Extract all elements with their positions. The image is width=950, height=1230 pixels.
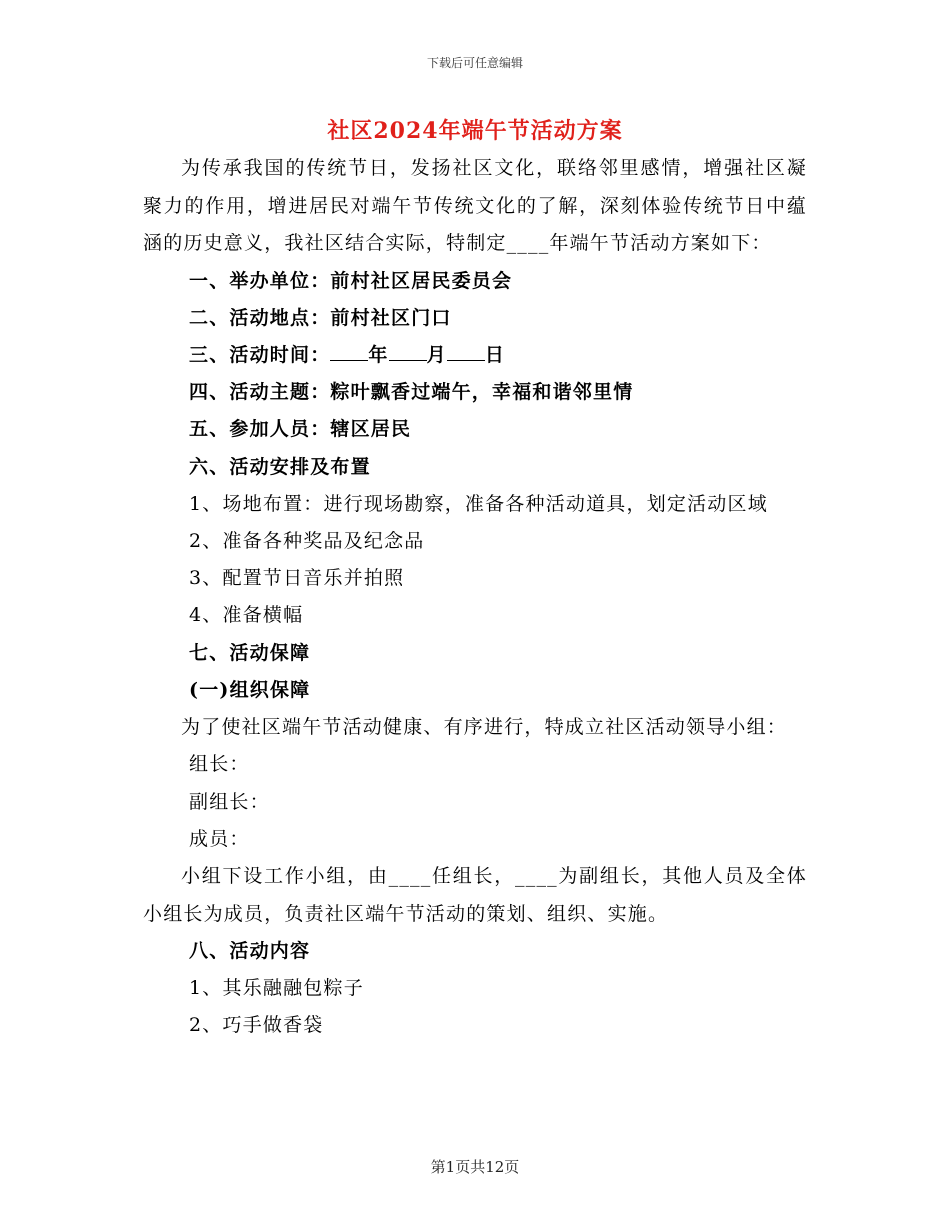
org-guarantee-heading: (一)组织保障 bbox=[189, 678, 311, 701]
leader-line: 组长： bbox=[189, 753, 250, 776]
arrangement-item: 1、场地布置：进行现场勘察，准备各种活动道具，划定活动区域 bbox=[189, 492, 768, 515]
arrangement-item: 3、配置节日音乐并拍照 bbox=[189, 567, 405, 590]
org-paragraph: 为了使社区端午节活动健康、有序进行，特成立社区活动领导小组： bbox=[181, 715, 788, 738]
day-label: 日 bbox=[484, 343, 506, 366]
members-line: 成员： bbox=[189, 827, 250, 850]
arrangement-item: 4、准备横幅 bbox=[189, 604, 304, 627]
theme-line: 四、活动主题：粽叶飘香过端午，幸福和谐邻里情 bbox=[189, 381, 634, 404]
time-label: 三、活动时间： bbox=[189, 343, 331, 366]
year-label: 年 bbox=[368, 343, 389, 366]
team-paragraph: 小组下设工作小组，由____任组长，____为副组长，其他人员及全体小组长为成员，负责社区端午节活动的策划、组织、实施。 bbox=[143, 865, 807, 925]
content-item: 1、其乐融融包粽子 bbox=[189, 977, 364, 1000]
page-footer: 第1页共12页 bbox=[430, 1158, 520, 1176]
document-title: 社区2024年端午节活动方案 bbox=[327, 118, 623, 144]
arrangement-heading: 六、活动安排及布置 bbox=[189, 455, 371, 478]
time-line bbox=[143, 337, 807, 374]
intro-paragraph: 为传承我国的传统节日，发扬社区文化，联络邻里感情，增强社区凝聚力的作用，增进居民对端午节传统文化的了解，深刻体验传统节日中蕴涵的历史意义，我社区结合实际，特制定____年端午节活动方案如下： bbox=[143, 157, 807, 254]
document-body bbox=[143, 150, 807, 1045]
arrangement-item: 2、准备各种奖品及纪念品 bbox=[189, 529, 425, 552]
organizer-line: 一、举办单位：前村社区居民委员会 bbox=[189, 269, 513, 292]
day-blank bbox=[447, 346, 485, 361]
month-blank bbox=[389, 346, 427, 361]
location-line: 二、活动地点：前村社区门口 bbox=[189, 306, 452, 329]
page-header: 下载后可任意编辑 bbox=[426, 56, 523, 70]
year-blank bbox=[330, 346, 368, 361]
guarantee-heading: 七、活动保障 bbox=[189, 641, 311, 664]
content-heading: 八、活动内容 bbox=[189, 940, 311, 963]
content-item: 2、巧手做香袋 bbox=[189, 1014, 324, 1037]
vice-leader-line: 副组长： bbox=[189, 790, 270, 813]
participants-line: 五、参加人员：辖区居民 bbox=[189, 418, 412, 441]
month-label: 月 bbox=[426, 343, 447, 366]
